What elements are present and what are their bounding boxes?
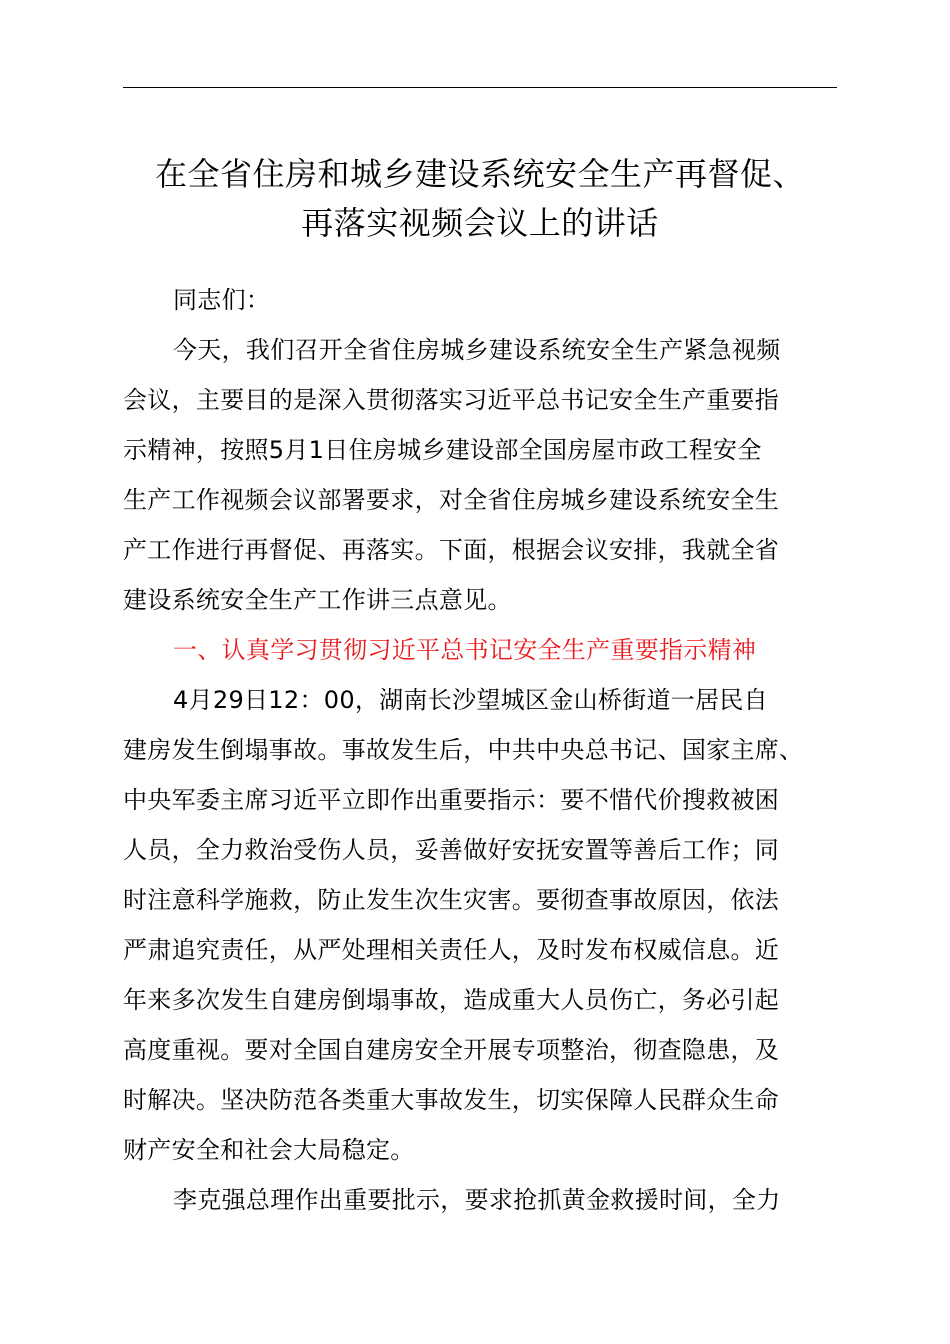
document-body [123, 275, 843, 1225]
paragraph-line: 中央军委主席习近平立即作出重要指示：要不惜代价搜救被困 [123, 786, 780, 814]
paragraph-line: 财产安全和社会大局稳定。 [123, 1136, 415, 1164]
title-line: 在全省住房和城乡建设系统安全生产再督促、 [154, 155, 805, 193]
paragraph-line: 产工作进行再督促、再落实。下面，根据会议安排，我就全省 [123, 536, 780, 564]
paragraph-line: 示精神，按照5月1日住房城乡建设部全国房屋市政工程安全 [123, 436, 762, 464]
paragraph-line: 建设系统安全生产工作讲三点意见。 [123, 586, 512, 614]
paragraph-line: 人员，全力救治受伤人员，妥善做好安抚安置等善后工作；同 [123, 836, 780, 864]
paragraph-line: 建房发生倒塌事故。事故发生后，中共中央总书记、国家主席、 [123, 736, 804, 764]
paragraph-line: 严肃追究责任，从严处理相关责任人，及时发布权威信息。近 [123, 936, 780, 964]
document-title [100, 150, 860, 248]
paragraph-line: 高度重视。要对全国自建房安全开展专项整治，彻查隐患，及 [123, 1036, 780, 1064]
paragraph-line: 4月29日12：00，湖南长沙望城区金山桥街道一居民自 [173, 686, 768, 714]
paragraph-line: 时解决。坚决防范各类重大事故发生，切实保障人民群众生命 [123, 1086, 780, 1114]
paragraph-line: 李克强总理作出重要批示，要求抢抓黄金救援时间，全力 [173, 1186, 781, 1214]
salutation: 同志们： [173, 286, 271, 314]
section-heading: 一、认真学习贯彻习近平总书记安全生产重要指示精神 [173, 636, 757, 664]
paragraph-line: 时注意科学施救，防止发生次生灾害。要彻查事故原因，依法 [123, 886, 780, 914]
header-rule [123, 87, 837, 88]
paragraph-line: 今天，我们召开全省住房城乡建设系统安全生产紧急视频 [173, 336, 781, 364]
title-line: 再落实视频会议上的讲话 [301, 204, 659, 242]
paragraph-line: 年来多次发生自建房倒塌事故，造成重大人员伤亡，务必引起 [123, 986, 780, 1014]
paragraph-line: 生产工作视频会议部署要求，对全省住房城乡建设系统安全生 [123, 486, 780, 514]
paragraph-line: 会议，主要目的是深入贯彻落实习近平总书记安全生产重要指 [123, 386, 780, 414]
